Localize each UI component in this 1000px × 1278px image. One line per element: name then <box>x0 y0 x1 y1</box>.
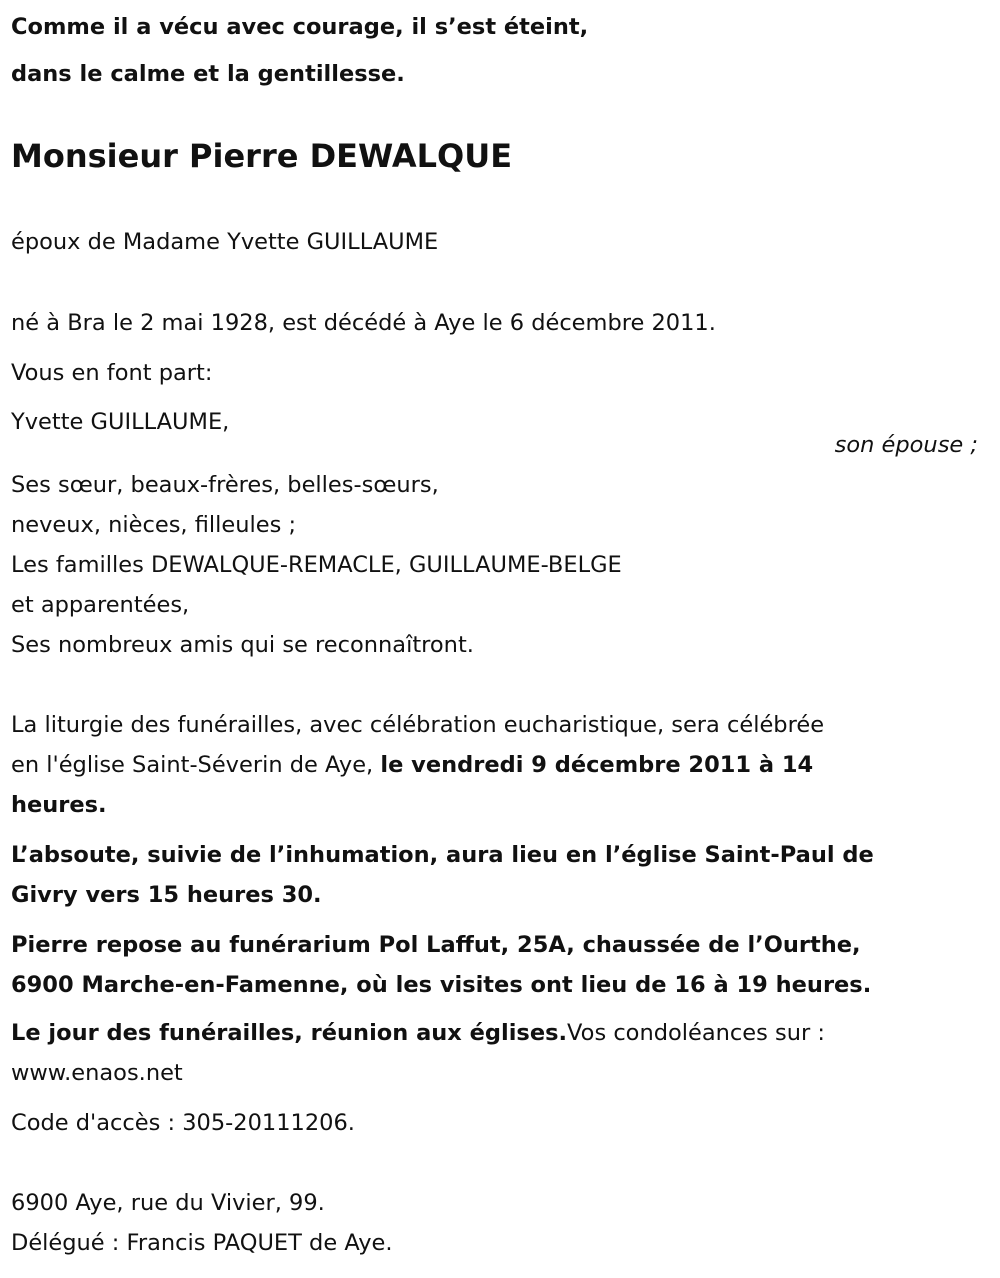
announce-intro: Vous en font part: <box>11 360 213 386</box>
liturgy-line-2 <box>11 751 813 779</box>
epigraph-line-1: Comme il a vécu avec courage, il s’est éteint, <box>11 14 589 40</box>
liturgy-datetime: le vendredi 9 décembre 2011 à 14 <box>380 752 814 778</box>
condolences-text: Vos condoléances sur : <box>567 1020 825 1046</box>
address: 6900 Aye, rue du Vivier, 99. <box>11 1190 325 1216</box>
birth-death: né à Bra le 2 mai 1928, est décédé à Aye le 6 décembre 2011. <box>11 310 716 336</box>
deceased-name: Monsieur Pierre DEWALQUE <box>11 137 513 175</box>
website-link[interactable]: www.enaos.net <box>11 1060 183 1086</box>
reunion-text: Le jour des funérailles, réunion aux églises. <box>11 1020 568 1046</box>
liturgy-church: en l'église Saint-Séverin de Aye, <box>11 752 381 778</box>
spouse-relation: son épouse ; <box>834 432 978 458</box>
liturgy-line-3: heures. <box>11 792 107 818</box>
funerarium-line-1: Pierre repose au funérarium Pol Laffut, 25A, chaussée de l’Ourthe, <box>11 932 861 958</box>
absoute-line-1: L’absoute, suivie de l’inhumation, aura lieu en l’église Saint-Paul de <box>11 842 874 868</box>
spouse-line: époux de Madame Yvette GUILLAUME <box>11 229 439 255</box>
epigraph-line-2: dans le calme et la gentillesse. <box>11 61 405 87</box>
family-line: Les familles DEWALQUE-REMACLE, GUILLAUME-BELGE <box>11 552 622 578</box>
funerarium-line-2: 6900 Marche-en-Famenne, où les visites ont lieu de 16 à 19 heures. <box>11 972 872 998</box>
spouse-name: Yvette GUILLAUME, <box>11 409 230 435</box>
liturgy-line-1: La liturgie des funérailles, avec célébration eucharistique, sera célébrée <box>11 712 825 738</box>
access-code: Code d'accès : 305-20111206. <box>11 1110 355 1136</box>
absoute-line-2: Givry vers 15 heures 30. <box>11 882 322 908</box>
family-line: Ses nombreux amis qui se reconnaîtront. <box>11 632 474 658</box>
delegate: Délégué : Francis PAQUET de Aye. <box>11 1230 393 1256</box>
family-line: Ses sœur, beaux-frères, belles-sœurs, <box>11 472 439 498</box>
family-line: et apparentées, <box>11 592 190 618</box>
reunion-line <box>11 1019 825 1047</box>
family-line: neveux, nièces, filleules ; <box>11 512 297 538</box>
